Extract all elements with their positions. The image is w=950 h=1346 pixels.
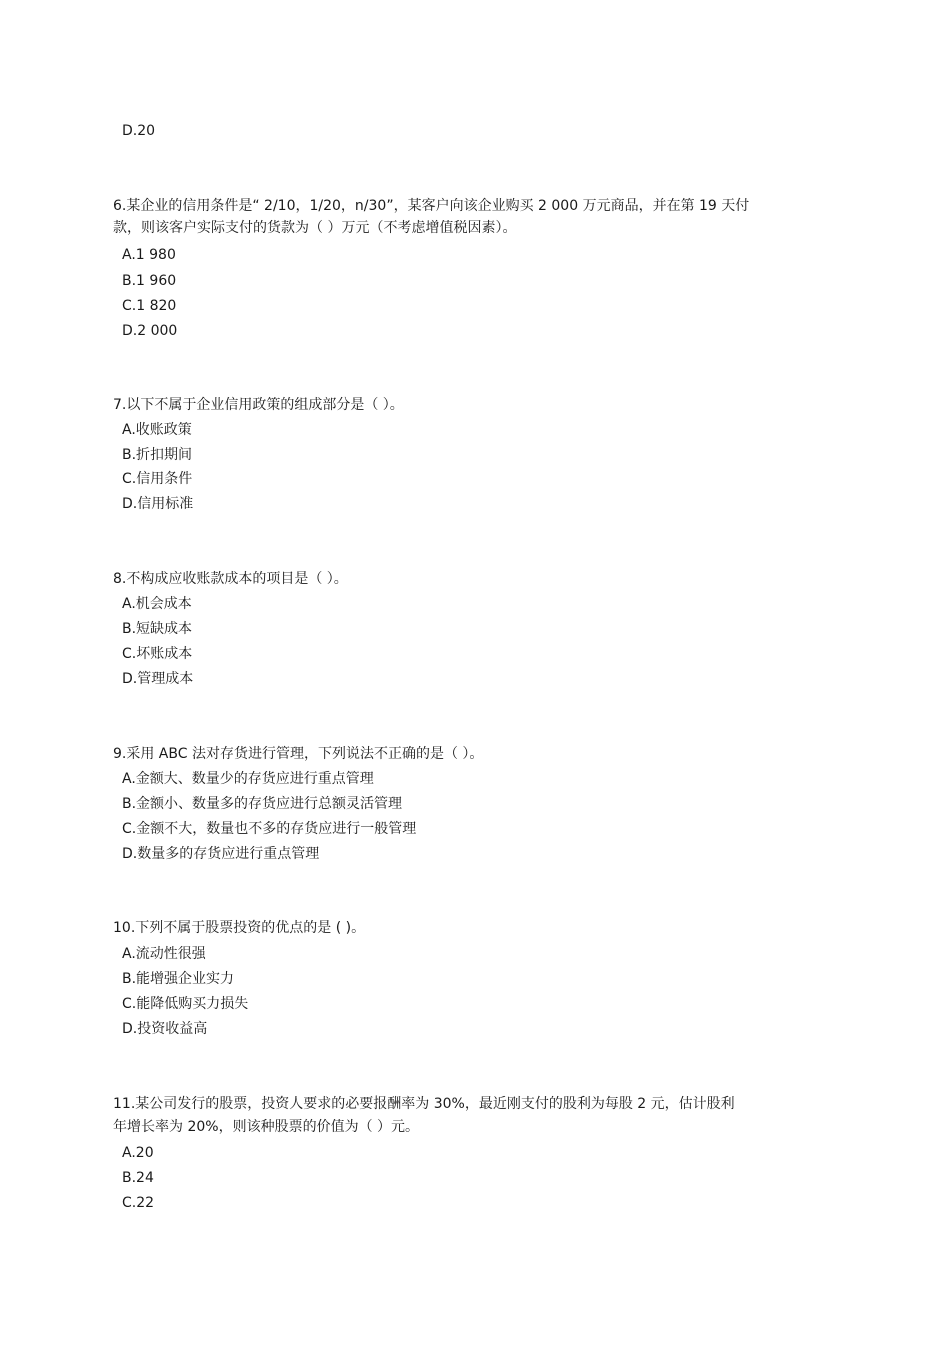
q11-stem-line2: 年增长率为 20%，则该种股票的价值为（ ）元。 bbox=[113, 1119, 420, 1135]
q10-option-d: D.投资收益高 bbox=[122, 1021, 208, 1037]
q11-option-a: A.20 bbox=[122, 1145, 154, 1161]
q9-option-b: B.金额小、数量多的存货应进行总额灵活管理 bbox=[122, 796, 403, 812]
q8-option-a: A.机会成本 bbox=[122, 596, 192, 612]
q8-option-d: D.管理成本 bbox=[122, 671, 194, 687]
q9-option-c: C.金额不大，数量也不多的存货应进行一般管理 bbox=[122, 821, 417, 837]
q10-stem-line1: 10.下列不属于股票投资的优点的是 ( )。 bbox=[113, 920, 366, 936]
q11-stem-line1: 11.某公司发行的股票，投资人要求的必要报酬率为 30%，最近刚支付的股利为每股 2 元，估计股利 bbox=[113, 1096, 735, 1112]
q6-option-a: A.1 980 bbox=[122, 247, 176, 263]
q9-option-a: A.金额大、数量少的存货应进行重点管理 bbox=[122, 771, 374, 787]
q6-option-b: B.1 960 bbox=[122, 273, 177, 289]
q7-option-b: B.折扣期间 bbox=[122, 447, 193, 463]
q9-option-d: D.数量多的存货应进行重点管理 bbox=[122, 846, 320, 862]
q10-option-c: C.能降低购买力损失 bbox=[122, 996, 249, 1012]
q11-option-c: C.22 bbox=[122, 1195, 155, 1211]
q7-stem-line1: 7.以下不属于企业信用政策的组成部分是（ ）。 bbox=[113, 397, 404, 413]
q6-stem-line1: 6.某企业的信用条件是“ 2/10，1/20，n/30”，某客户向该企业购买 2 000 万元商品，并在第 19 天付 bbox=[113, 198, 750, 214]
q8-option-b: B.短缺成本 bbox=[122, 621, 193, 637]
q6-option-c: C.1 820 bbox=[122, 298, 177, 314]
q10-option-b: B.能增强企业实力 bbox=[122, 971, 235, 987]
q5-option-d: D.20 bbox=[122, 123, 156, 139]
q7-option-d: D.信用标准 bbox=[122, 496, 194, 512]
q8-option-c: C.坏账成本 bbox=[122, 646, 193, 662]
q6-option-d: D.2 000 bbox=[122, 323, 178, 339]
q7-option-c: C.信用条件 bbox=[122, 471, 193, 487]
q10-option-a: A.流动性很强 bbox=[122, 946, 206, 962]
q9-stem-line1: 9.采用 ABC 法对存货进行管理，下列说法不正确的是（ ）。 bbox=[113, 746, 484, 762]
q11-option-b: B.24 bbox=[122, 1170, 154, 1186]
q7-option-a: A.收账政策 bbox=[122, 422, 192, 438]
q8-stem-line1: 8.不构成应收账款成本的项目是（ ）。 bbox=[113, 571, 348, 587]
q6-stem-line2: 款，则该客户实际支付的货款为（ ）万元（不考虑增值税因素）。 bbox=[113, 220, 517, 236]
